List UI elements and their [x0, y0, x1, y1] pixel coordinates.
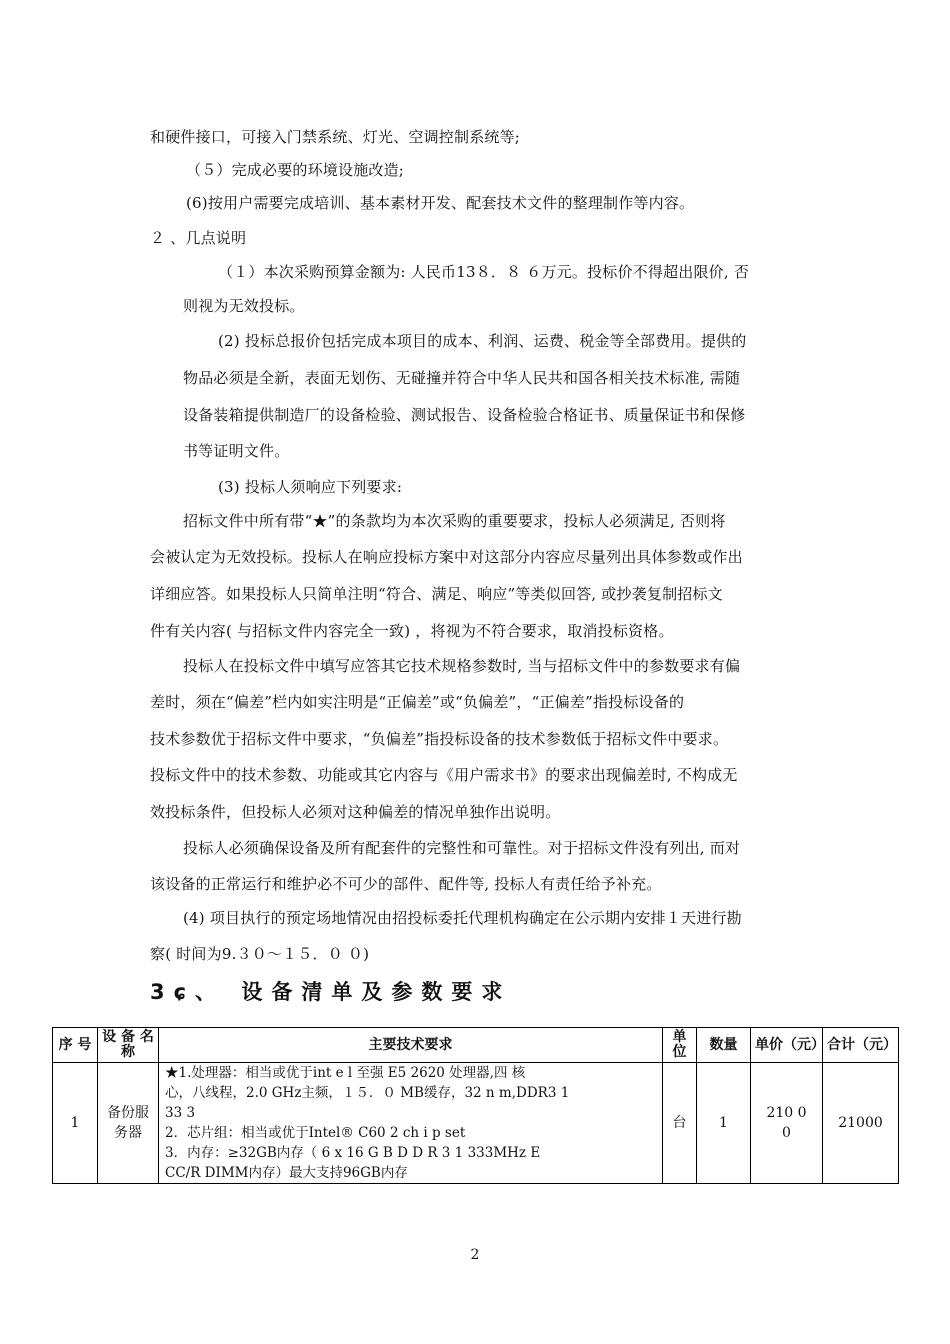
paragraph-line: 会被认定为无效投标。投标人在响应投标方案中对这部分内容应尽量列出具体参数或作出: [150, 548, 743, 566]
cell-total: 21000: [823, 1063, 899, 1184]
requirement-line: 2．芯片组：相当或优于Intel® C60 2 ch i p set: [165, 1125, 466, 1141]
paragraph-line: (6)按用户需要完成培训、基本素材开发、配套技术文件的整理制作等内容。: [186, 194, 695, 212]
equipment-table: [52, 1027, 899, 1184]
cell-seq: 1: [53, 1063, 98, 1184]
paragraph-line: 效投标条件，但投标人必须对这种偏差的情况单独作出说明。: [150, 803, 561, 821]
header-total: 合计（元）: [823, 1028, 899, 1063]
paragraph-line: 则视为无效投标。: [183, 297, 305, 315]
paragraph-line: (2) 投标总报价包括完成本项目的成本、利润、运费、税金等全部费用。提供的: [218, 332, 747, 350]
header-requirements: 主要技术要求: [159, 1028, 663, 1063]
header-unit: 单 位: [663, 1028, 697, 1063]
header-name: 设 备 名称: [98, 1028, 159, 1063]
paragraph-line: 投标人在投标文件中填写应答其它技术规格参数时, 当与招标文件中的参数要求有偏: [183, 657, 741, 675]
requirement-line: 33 3: [165, 1105, 196, 1121]
paragraph-line: 投标文件中的技术参数、功能或其它内容与《用户需求书》的要求出现偏差时, 不构成无: [150, 766, 738, 784]
paragraph-line: 详细应答。如果投标人只简单注明“符合、满足、响应”等类似回答, 或抄袭复制招标文: [150, 585, 723, 603]
paragraph-line: 设备装箱提供制造厂的设备检验、测试报告、设备检验合格证书、质量保证书和保修: [183, 406, 746, 424]
section-heading: 3ɕ、 设备清单及参数要求: [150, 980, 512, 1004]
paragraph-line: 该设备的正常运行和维护必不可少的部件、配件等, 投标人有责任给予补充。: [150, 875, 662, 893]
requirement-line: ★1.处理器：相当或优于int e l 至强 E5 2620 处理器,四 核: [165, 1065, 526, 1081]
subsection-heading: ２ 、几点说明: [150, 229, 247, 247]
paragraph-line: 物品必须是全新，表面无划伤、无碰撞并符合中华人民共和国各相关技术标准, 需随: [183, 369, 741, 387]
paragraph-line: (3) 投标人须响应下列要求:: [218, 478, 403, 496]
paragraph-line: 招标文件中所有带“★”的条款均为本次采购的重要要求，投标人必须满足, 否则将: [183, 512, 726, 530]
requirement-line: CC/R DIMM内存）最大支持96GB内存: [165, 1165, 408, 1181]
cell-requirements: [159, 1063, 663, 1184]
page-number: 2: [470, 1247, 480, 1263]
table-header-row: [53, 1028, 899, 1063]
header-unit-price: 单价（元）: [751, 1028, 823, 1063]
paragraph-line: （５）完成必要的环境设施改造;: [186, 161, 405, 179]
requirement-line: 3．内存：≥32GB内存（ 6 x 16 G B D D R 3 1 333MHz E: [165, 1145, 541, 1161]
paragraph-line: 和硬件接口，可接入门禁系统、灯光、空调控制系统等;: [150, 128, 521, 146]
table-row: [53, 1063, 899, 1184]
paragraph-line: 察( 时间为9.３０～１５．０ ０): [150, 945, 370, 963]
cell-name: 备份服务器: [98, 1063, 159, 1184]
paragraph-line: 技术参数优于招标文件中要求，“负偏差”指投标设备的技术参数低于招标文件中要求。: [150, 730, 729, 748]
paragraph-line: 差时，须在“偏差”栏内如实注明是“正偏差”或“负偏差”，“正偏差”指投标设备的: [150, 693, 685, 711]
paragraph-line: 投标人必须确保设备及所有配套件的完整性和可靠性。对于招标文件没有列出, 而对: [183, 839, 741, 857]
paragraph-line: 件有关内容( 与招标文件内容完全一致) ，将视为不符合要求，取消投标资格。: [150, 622, 674, 640]
header-quantity: 数量: [697, 1028, 751, 1063]
header-seq: 序 号: [53, 1028, 98, 1063]
cell-quantity: 1: [697, 1063, 751, 1184]
cell-unit-price: 210 0 0: [751, 1063, 823, 1184]
paragraph-line: 书等证明文件。: [183, 442, 290, 460]
requirement-line: 心，八线程，2.0 GHz主频，１５．０ MB缓存，32 n m,DDR3 1: [165, 1085, 570, 1101]
paragraph-line: (4) 项目执行的预定场地情况由招投标委托代理机构确定在公示期内安排１天进行勘: [183, 909, 742, 927]
paragraph-line: （１）本次采购预算金额为: 人民币13８．８ ６万元。投标价不得超出限价, 否: [218, 263, 750, 281]
cell-unit: 台: [663, 1063, 697, 1184]
